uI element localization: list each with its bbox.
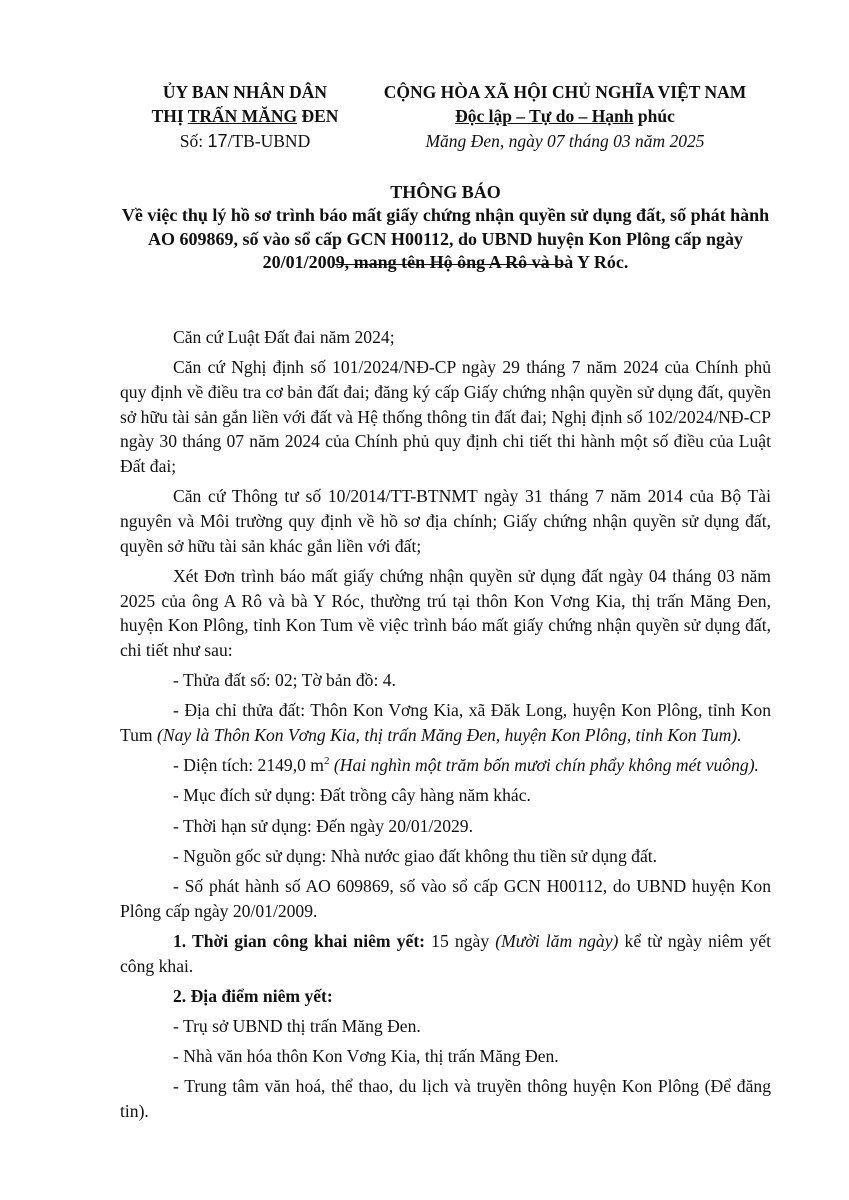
- petition-paragraph: Xét Đơn trình báo mất giấy chứng nhận quyền sử dụng đất ngày 04 tháng 03 năm 2025 của ông A Rô và bà Y Róc, thường trú tại thôn Kon Vơng Kia, thị trấn Măng Đen, huyện Kon Plông, tỉnh Kon Tum về việc trình báo mất giấy chứng nhận quyền sử dụng đất, chi tiết như sau:: [120, 565, 771, 660]
- land-use-purpose: - Mục đích sử dụng: Đất trồng cây hàng năm khác.: [173, 785, 531, 806]
- posting-period: [120, 929, 771, 978]
- nation-motto: [355, 104, 775, 128]
- notice-body: [120, 325, 771, 1129]
- doc-number-value: 17: [207, 131, 228, 151]
- posting-location-2: - Nhà văn hóa thôn Kon Vơng Kia, thị trấn Măng Đen.: [173, 1046, 559, 1067]
- land-use-origin: - Nguồn gốc sử dụng: Nhà nước giao đất không thu tiền sử dụng đất.: [173, 845, 658, 866]
- parcel-address: [120, 698, 771, 747]
- legal-basis-1: Căn cứ Luật Đất đai năm 2024;: [173, 327, 395, 347]
- parcel-number: - Thửa đất số: 02; Tờ bản đồ: 4.: [173, 670, 396, 691]
- doc-number-suffix: /TB-UBND: [227, 131, 311, 151]
- doc-number-prefix: Số:: [179, 131, 208, 151]
- parcel-area-sup: 2: [324, 755, 330, 768]
- agency-name-line1: ỦY BAN NHÂN DÂN: [162, 82, 328, 102]
- document-number: [120, 128, 370, 154]
- nation-motto-suffix: phúc: [633, 106, 675, 126]
- nation-title: CỘNG HÒA XÃ HỘI CHỦ NGHĨA VIỆT NAM: [383, 82, 747, 102]
- agency-header: [120, 80, 370, 154]
- nation-motto-underlined: Độc lập – Tự do – Hạnh: [455, 106, 634, 126]
- posting-period-rest: kể từ ngày niêm yết công khai.: [120, 930, 771, 976]
- parcel-area-words: (Hai nghìn một trăm bốn mươi chín phẩy không mét vuông).: [329, 755, 759, 776]
- parcel-address-note: (Nay là Thôn Kon Vơng Kia, thị trấn Măng Đen, huyện Kon Plông, tỉnh Kon Tum).: [157, 725, 742, 746]
- agency-line2-prefix: THỊ: [151, 106, 188, 126]
- notice-subject: Về việc thụ lý hồ sơ trình báo mất giấy chứng nhận quyền sử dụng đất, số phát hành AO 609869, số vào sổ cấp GCN H00112, do UBND huyện Kon Plông cấp ngày 20/01/2009, mang tên Hộ ông A Rô và bà Y Róc.: [121, 205, 770, 272]
- agency-line2-underlined: TRẤN MĂNG: [187, 106, 298, 126]
- land-use-term: - Thời hạn sử dụng: Đến ngày 20/01/2029.: [173, 815, 473, 836]
- parcel-address-text: - Địa chỉ thửa đất: Thôn Kon Vơng Kia, xã Đăk Long, huyện Kon Plông, tỉnh Kon Tum: [120, 700, 771, 746]
- posting-period-days: 15 ngày: [425, 930, 496, 951]
- notice-title-block: [120, 180, 771, 275]
- parcel-area: [120, 753, 771, 778]
- posting-location-1: - Trụ sở UBND thị trấn Măng Đen.: [173, 1016, 421, 1037]
- posting-location-3: - Trung tâm văn hoá, thể thao, du lịch và truyền thông huyện Kon Plông (Để đăng tin).: [120, 1076, 771, 1122]
- notice-title: THÔNG BÁO: [390, 182, 501, 202]
- title-divider: [335, 264, 567, 265]
- posting-period-words: (Mười lăm ngày): [495, 930, 619, 951]
- issue-date: Măng Đen, ngày 07 tháng 03 năm 2025: [425, 131, 705, 151]
- posting-period-heading: 1. Thời gian công khai niêm yết:: [173, 930, 426, 951]
- legal-basis-3: Căn cứ Thông tư số 10/2014/TT-BTNMT ngày 31 tháng 7 năm 2014 của Bộ Tài nguyên và Môi trường quy định về hồ sơ địa chính; Giấy chứng nhận quyền sử dụng đất, quyền sở hữu tài sản khác gắn liền với đất;: [120, 486, 771, 556]
- national-header: [355, 80, 775, 154]
- agency-line2-suffix: ĐEN: [297, 106, 339, 126]
- agency-name-line2: [120, 104, 370, 128]
- certificate-details: - Số phát hành số AO 609869, số vào sổ cấp GCN H00112, do UBND huyện Kon Plông cấp ngày 20/01/2009.: [120, 876, 771, 921]
- legal-basis-2: Căn cứ Nghị định số 101/2024/NĐ-CP ngày 29 tháng 7 năm 2024 của Chính phủ quy định về điều tra cơ bản đất đai; đăng ký cấp Giấy chứng nhận quyền sử dụng đất, quyền sở hữu tài sản gắn liền với đất và Hệ thống thông tin đất đai; Nghị định số 102/2024/NĐ-CP ngày 30 tháng 07 năm 2024 của Chính phủ quy định chi tiết thi hành một số điều của Luật Đất đai;: [120, 357, 771, 477]
- posting-location-heading: 2. Địa điểm niêm yết:: [173, 985, 333, 1006]
- parcel-area-text: - Diện tích: 2149,0 m: [173, 755, 324, 776]
